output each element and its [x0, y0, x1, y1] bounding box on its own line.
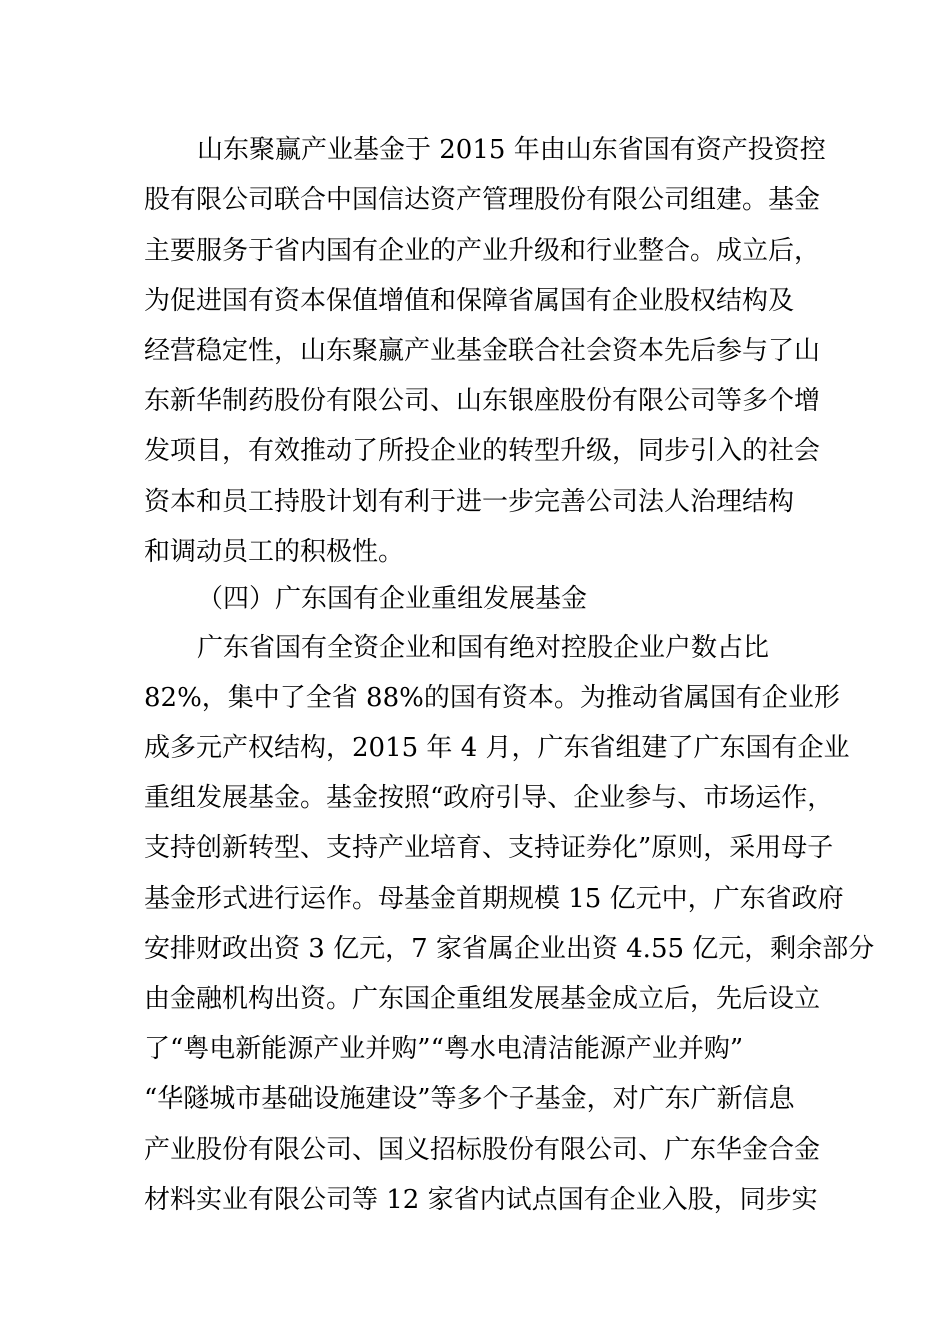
paragraph-line: 安排财政出资 3 亿元，7 家省属企业出资 4.55 亿元，剩余部分 — [144, 934, 875, 964]
paragraph-line: 股有限公司联合中国信达资产管理股份有限公司组建。基金 — [144, 185, 821, 215]
paragraph-line: 和调动员工的积极性。 — [144, 537, 405, 567]
paragraph-line: 为促进国有资本保值增值和保障省属国有企业股权结构及 — [144, 286, 795, 316]
paragraph-line: “华隧城市基础设施建设”等多个子基金，对广东广新信息 — [144, 1084, 795, 1114]
paragraph-line: 支持创新转型、支持产业培育、支持证券化”原则，采用母子 — [144, 833, 834, 863]
paragraph-line: 产业股份有限公司、国义招标股份有限公司、广东华金合金 — [144, 1135, 821, 1165]
section-heading: （四）广东国有企业重组发展基金 — [197, 584, 588, 614]
paragraph-line: 广东省国有全资企业和国有绝对控股企业户数占比 — [197, 633, 770, 663]
paragraph-line: 成多元产权结构，2015 年 4 月，广东省组建了广东国有企业 — [144, 733, 850, 763]
paragraph-line: 发项目，有效推动了所投企业的转型升级，同步引入的社会 — [144, 436, 821, 466]
paragraph-line: 了“粤电新能源产业并购”“粤水电清洁能源产业并购” — [144, 1034, 744, 1064]
paragraph-line: 资本和员工持股计划有利于进一步完善公司法人治理结构 — [144, 487, 795, 517]
paragraph-line: 材料实业有限公司等 12 家省内试点国有企业入股，同步实 — [144, 1185, 818, 1215]
paragraph-line: 82%，集中了全省 88%的国有资本。为推动省属国有企业形 — [144, 683, 840, 713]
paragraph-line: 山东聚赢产业基金于 2015 年由山东省国有资产投资控 — [197, 135, 826, 165]
paragraph-line: 基金形式进行运作。母基金首期规模 15 亿元中，广东省政府 — [144, 884, 844, 914]
paragraph-line: 经营稳定性，山东聚赢产业基金联合社会资本先后参与了山 — [144, 336, 821, 366]
paragraph-line: 由金融机构出资。广东国企重组发展基金成立后，先后设立 — [144, 984, 821, 1014]
paragraph-line: 东新华制药股份有限公司、山东银座股份有限公司等多个增 — [144, 386, 821, 416]
paragraph-line: 主要服务于省内国有企业的产业升级和行业整合。成立后， — [144, 236, 821, 266]
paragraph-line: 重组发展基金。基金按照“政府引导、企业参与、市场运作， — [144, 783, 834, 813]
